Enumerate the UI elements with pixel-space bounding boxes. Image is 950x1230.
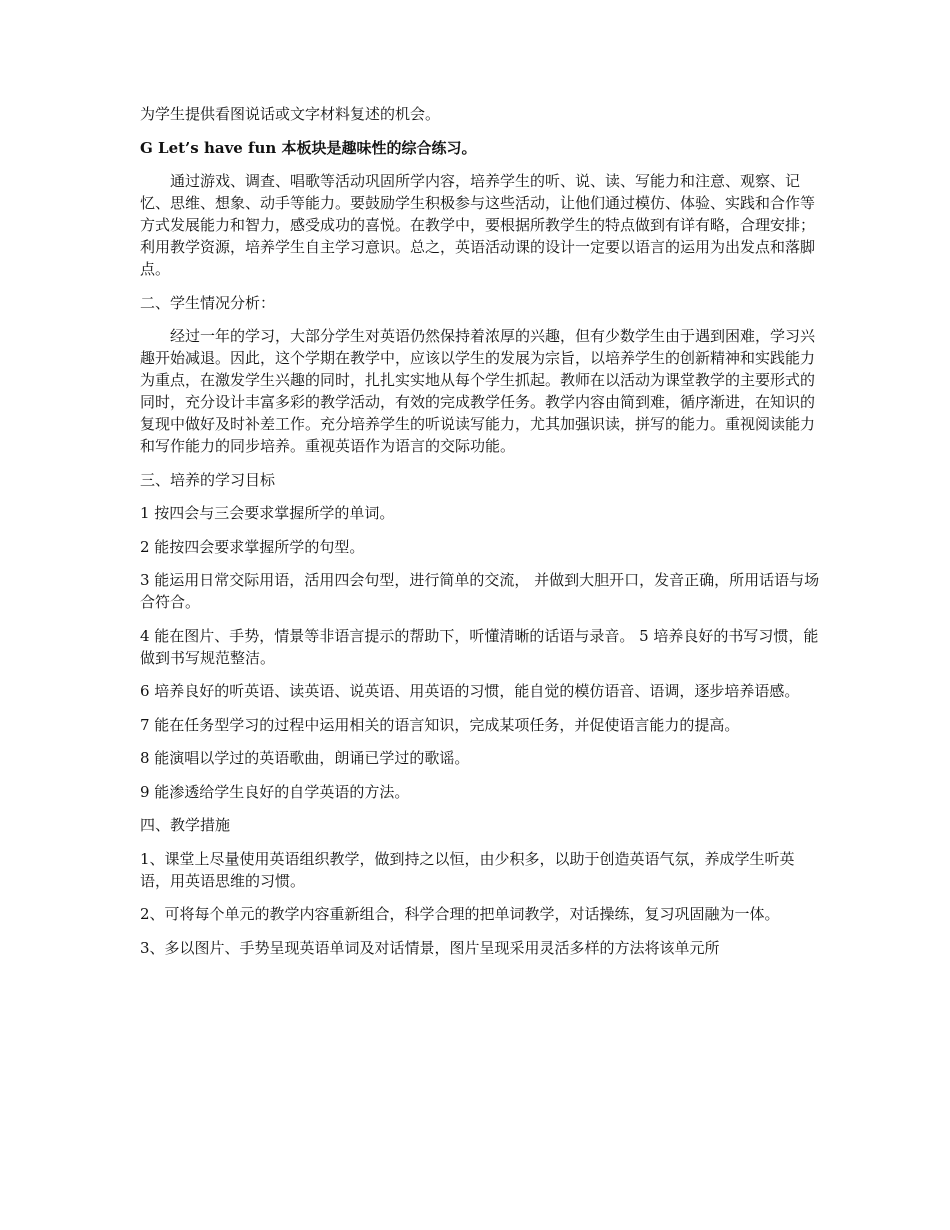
goal-item-8: 8 能演唱以学过的英语歌曲，朗诵已学过的歌谣。 — [140, 749, 470, 767]
goal-item-6: 6 培养良好的听英语、读英语、说英语、用英语的习惯，能自觉的模仿语音、语调，逐步培养语感。 — [140, 682, 800, 700]
goal-item-7: 7 能在任务型学习的过程中运用相关的语言知识，完成某项任务，并促使语言能力的提高。 — [140, 715, 740, 734]
section-heading-lets-have-fun: G Let’s have fun 本板块是趣味性的综合练习。 — [140, 138, 477, 157]
goal-item-1: 1 按四会与三会要求掌握所学的单词。 — [140, 504, 395, 522]
section-heading-teaching-measures: 四、教学措施 — [140, 816, 231, 834]
paragraph-activities: 通过游戏、调查、唱歌等活动巩固所学内容，培养学生的听、说、读、写能力和注意、观察、记忆、思维、想象、动手等能力。要鼓励学生积极参与这些活动，让他们通过模仿、体验、实践和合作等方式发展能力和智力，感受成功的喜悦。在教学中，要根据所教学生的特点做到有详有略，合理安排；利用教学资源，培养学生自主学习意识。总之，英语活动课的设计一定要以语言的运用为出发点和落脚点。 — [140, 172, 816, 278]
section-heading-learning-goals: 三、培养的学习目标 — [140, 470, 276, 489]
goal-item-4-5: 4 能在图片、手势，情景等非语言提示的帮助下，听懂清晰的话语与录音。 5 培养良好的书写习惯，能做到书写规范整洁。 — [140, 626, 819, 667]
paragraph-student-analysis: 经过一年的学习，大部分学生对英语仍然保持着浓厚的兴趣，但有少数学生由于遇到困难，学习兴趣开始减退。因此，这个学期在教学中，应该以学生的发展为宗旨，以培养学生的创新精神和实践能力为重点，在激发学生兴趣的同时，扎扎实实地从每个学生抓起。教师在以活动为课堂教学的主要形式的同时，充分设计丰富多彩的教学活动，有效的完成教学任务。教学内容由简到难，循序渐进，在知识的复现中做好及时补差工作。充分培养学生的听说读写能力，尤其加强识读，拼写的能力。重视阅读能力和写作能力的同步培养。重视英语作为语言的交际功能。 — [140, 327, 816, 455]
paragraph-intro-continuation: 为学生提供看图说话或文字材料复述的机会。 — [140, 105, 441, 123]
section-heading-student-analysis: 二、学生情况分析： — [140, 293, 276, 312]
goal-item-9: 9 能渗透给学生良好的自学英语的方法。 — [140, 782, 410, 801]
measure-item-3: 3、多以图片、手势呈现英语单词及对话情景，图片呈现采用灵活多样的方法将该单元所 — [140, 938, 720, 957]
goal-item-3: 3 能运用日常交际用语，活用四会句型，进行简单的交流， 并做到大胆开口，发音正确，所用话语与场合符合。 — [140, 571, 820, 611]
document-page — [140, 103, 820, 970]
goal-item-2: 2 能按四会要求掌握所学的句型。 — [140, 537, 365, 556]
measure-item-1: 1、课堂上尽量使用英语组织教学，做到持之以恒，由少积多，以助于创造英语气氛，养成学生听英语，用英语思维的习惯。 — [140, 849, 795, 890]
measure-item-2: 2、可将每个单元的教学内容重新组合，科学合理的把单词教学，对话操练，复习巩固融为一体。 — [140, 905, 780, 923]
